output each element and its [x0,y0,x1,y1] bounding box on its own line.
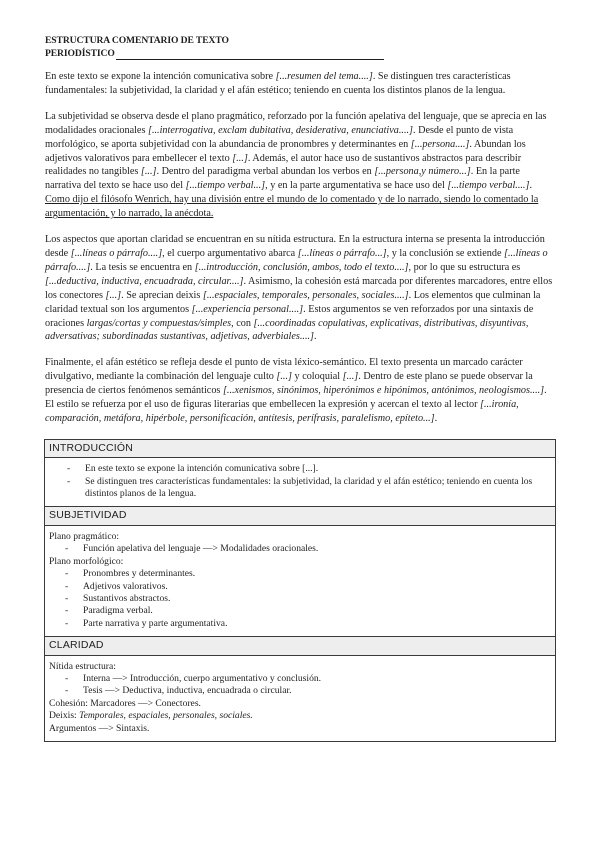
section-heading-introduccion: INTRODUCCIÓN [45,439,556,457]
section-body-subjetividad [45,525,556,636]
list-item: - Función apelativa del lenguaje —> Modalidades oracionales. [49,543,551,555]
table-row [45,507,556,525]
paragraph-subjetividad: La subjetividad se observa desde el plano pragmático, reforzado por la función apelativa del lenguaje, que se aprecia en las modalidades oracionales [...interrogativa, exclam dubitativa, desiderativa, enunciativa....]. Desde el punto de vista morfológico, se aporta subjetividad con la abundancia de pronombres y determinantes en [...persona....]. Abundan los adjetivos valorativos para embellecer el texto [...]. Además, el autor hace uso de sustantivos abstractos para describir realidades no tangibles [...]. Dentro del paradigma verbal abundan los verbos en [...persona,y número...]. En la parte narrativa del texto se hace uso del [...tiempo verbal...], y en la parte argumentativa se hace uso del [...tiempo verbal....]. Como dijo el filósofo Wenrich, hay una división entre el mundo de lo comentado y de lo narrado, siendo lo comentado la argumentación, y lo narrado, la anécdota. [45,110,547,220]
document-title [45,35,555,60]
title-line-1: ESTRUCTURA COMENTARIO DE TEXTO [45,35,229,46]
list-item: - Se distinguen tres características fundamentales: la subjetividad, la claridad y el afán estético; teniendo en cuenta los distintos planos de la lengua. [49,476,551,501]
title-line-2: PERIODÍSTICO [45,47,115,59]
section-heading-subjetividad: SUBJETIVIDAD [45,507,556,525]
list-item: - Paradigma verbal. [49,605,551,617]
title-underline-rule [116,50,384,60]
table-row [45,655,556,741]
table-row [45,637,556,655]
deixis-line: Deixis: Temporales, espaciales, personales, sociales. [49,710,253,722]
pragmatico-list [49,543,551,555]
summary-table [44,439,556,742]
list-item: - Pronombres y determinantes. [49,568,551,580]
list-item: - Sustantivos abstractos. [49,593,551,605]
cohesion-line: Cohesión: Marcadores —> Conectores. [49,697,201,709]
list-item: - Parte narrativa y parte argumentativa. [49,618,551,630]
list-item: - En este texto se expone la intención comunicativa sobre [...]. [49,463,551,475]
estructura-list [49,673,551,698]
document-page [45,35,555,742]
section-body-claridad [45,655,556,741]
table-row [45,439,556,457]
paragraph-afan-estetico: Finalmente, el afán estético se refleja desde el punto de vista léxico-semántico. El texto presenta un marcado carácter divulgativo, mediante la combinación del lenguaje culto [...] y coloquial [...]. Dentro de este plano se puede observar la presencia de ciertos fenómenos semánticos [...xenismos, sinónimos, hiperónimos e hipónimos, antónimos, neologismos....]. El estilo se refuerza por el uso de figuras literarias que embellecen la expresión y acercan el texto al lector [...ironía, comparación, metáfora, hipérbole, personificación, antítesis, perífrasis, paralelismo, epíteto...]. [45,357,547,424]
underlined-quote: Como dijo el filósofo Wenrich, hay una división entre el mundo de lo comentado y de lo narrado, siendo lo comentado la argumentación, y lo narrado, la anécdota. [45,194,539,220]
estructura-label: Nítida estructura: [49,660,116,672]
paragraph-intro: En este texto se expone la intención comunicativa sobre [...resumen del tema....]. Se distinguen tres características fundamentales: la subjetividad, la claridad y el afán estético; teniendo en cuenta los distintos planos de la lengua. [45,71,511,96]
list-item: - Tesis —> Deductiva, inductiva, encuadrada o circular. [49,685,551,697]
argumentos-line: Argumentos —> Sintaxis. [49,722,150,734]
section-body-introduccion [45,458,556,507]
title-line-2-row [45,48,555,61]
morfologico-list [49,568,551,630]
list-item: - Adjetivos valorativos. [49,581,551,593]
intro-list [49,463,551,500]
table-row [45,458,556,507]
section-heading-claridad: CLARIDAD [45,637,556,655]
paragraph-claridad: Los aspectos que aportan claridad se encuentran en su nítida estructura. En la estructura interna se presenta la introducción desde [...líneas o párrafo....], el cuerpo argumentativo abarca [...líneas o párrafo...], y la conclusión se extiende [...líneas o párrafo....]. La tesis se encuentra en [...introducción, conclusión, ambos, todo el texto....], por lo que su estructura es [...deductiva, inductiva, encuadrada, circular....]. Asimismo, la cohesión está marcada por diferentes marcadores, entre ellos los conectores [...]. Se aprecian deixis [...espaciales, temporales, personales, sociales....]. Los elementos que culminan la claridad textual son los argumentos [...experiencia personal....]. Estos argumentos se ven reforzados por una sintaxis de oraciones largas/cortas y compuestas/simples, con [...coordinadas copulativas, explicativas, distributivas, disyuntivas, adversativas; subordinadas sustantivas, adjetivas, adverbiales....]. [45,234,553,343]
list-item: - Interna —> Introducción, cuerpo argumentativo y conclusión. [49,673,551,685]
plano-pragmatico-label: Plano pragmático: [49,530,120,542]
plano-morfologico-label: Plano morfológico: [49,555,124,567]
table-row [45,525,556,636]
